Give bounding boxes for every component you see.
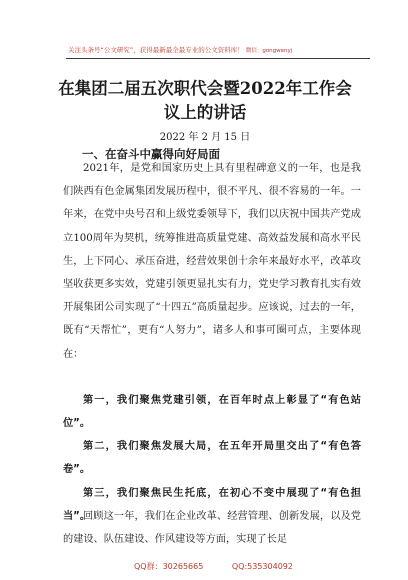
body-paragraph (63, 157, 361, 366)
section-heading: 一、在奋斗中赢得向好局面 (82, 147, 220, 161)
point-2-text: 第二，我们聚焦发展大局，在五年开局里交出了“有色答卷”。 (63, 441, 361, 476)
page-footer (134, 561, 293, 572)
page-header (68, 45, 368, 54)
point-1-text: 第一，我们聚焦党建引领，在百年时点上彰显了“有色站位”。 (63, 395, 361, 430)
footer-qq-group: QQ群：30265665 (134, 562, 204, 571)
point-paragraph (63, 389, 361, 435)
header-wechat: 微信：gongwenyj (245, 48, 293, 54)
paragraph-text: 2021年，是党和国家历史上具有里程碑意义的一年，也是我们陕西有色金属集团发展历程中，很不平凡、很不容易的一年。一年来，在党中央号召和上级党委领导下，我们以庆祝中国共产党成立100周年为契机，统筹推进高质量党建、高效益发展和高水平民生，上下同心、承压奋进，经营效果创十余年来最好水平，改革攻坚收获更多实效，党建引领更显扎实有力，党史学习教育扎实有效开展集团公司实现了“十四五”高质量起步。应该说，过去的一年，既有“天帮忙”，更有“人努力”，诸多人和事可圈可点，主要体现在： (63, 163, 361, 360)
speech-title: 在集团二届五次职代会暨2022年工作会议上的讲话 (58, 79, 352, 122)
point-paragraph (63, 435, 361, 481)
header-divider (66, 58, 370, 59)
body-paragraph (63, 505, 361, 551)
speech-date: 2022 年 2 月 15 日 (159, 132, 251, 143)
header-promo: 关注头条号“公文研究”，获得最新最全最专业的公文资料库！ (68, 46, 244, 54)
point-3-text: 第三，我们聚焦民生托底，在初心不变中展现了“有色担当”。 (63, 488, 361, 523)
paragraph-text: 回顾这一年，我们在企业改革、经营管理、创新发展，以及党的建设、队伍建设、作风建设等方面，实现了长足 (63, 511, 361, 546)
footer-qq: QQ:535304092 (231, 562, 293, 571)
